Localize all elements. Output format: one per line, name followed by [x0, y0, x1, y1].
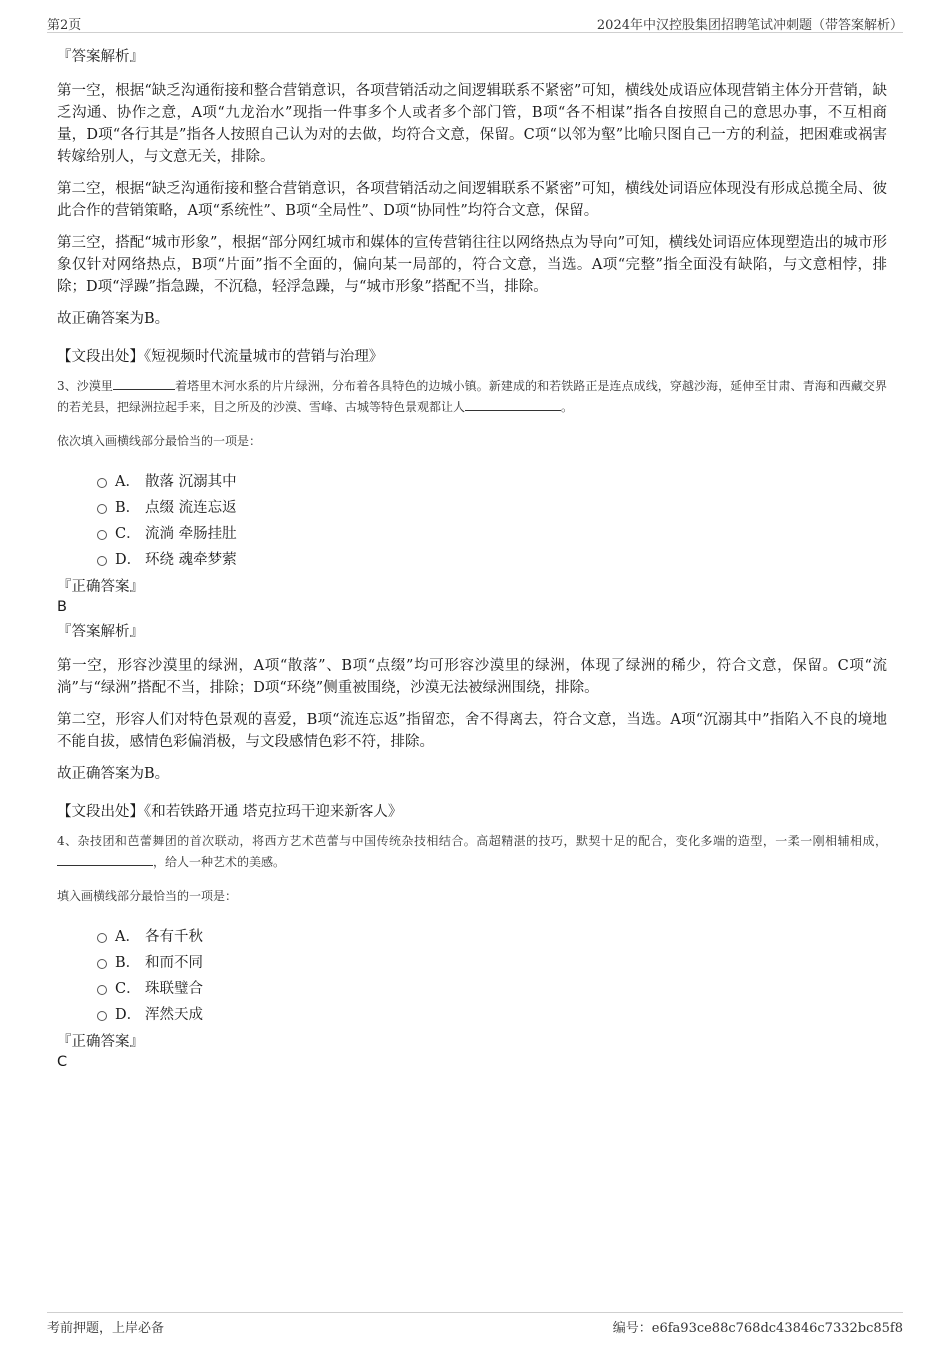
option-c[interactable] [97, 519, 887, 545]
option-a[interactable] [97, 467, 887, 493]
option-letter: B． [115, 954, 141, 971]
question-stem [57, 831, 887, 873]
radio-button[interactable] [97, 504, 107, 514]
question-2-analysis [57, 46, 887, 368]
fill-blank [465, 397, 561, 411]
option-text: 流淌 牵肠挂肚 [145, 525, 237, 542]
option-text: 环绕 魂牵梦萦 [145, 551, 237, 568]
page-footer [47, 1312, 903, 1337]
option-a[interactable] [97, 922, 887, 948]
analysis-paragraph: 第二空，根据“缺乏沟通衔接和整合营销意识，各项营销活动之间逻辑联系不紧密”可知，横线处词语应体现没有形成总揽全局、彼此合作的营销策略，A项“系统性”、B项“全局性”、D项“协同性”均符合文意，保留。 [57, 181, 887, 219]
conclusion: 故正确答案为B。 [57, 766, 170, 782]
option-text: 各有千秋 [145, 928, 203, 945]
source-citation: 【文段出处】《短视频时代流量城市的营销与治理》 [57, 349, 384, 365]
radio-button[interactable] [97, 556, 107, 566]
conclusion: 故正确答案为B。 [57, 311, 170, 327]
option-b[interactable] [97, 493, 887, 519]
option-letter: A． [115, 473, 140, 490]
analysis-paragraph: 第三空，搭配“城市形象”，根据“部分网红城市和媒体的宣传营销往往以网络热点为导向”可知，横线处词语应体现塑造出的城市形象仅针对网络热点，B项“片面”指不全面的，偏向某一局部的，符合文意，当选。A项“完整”指全面没有缺陷，与文意相悖，排除；D项“浮躁”指急躁，不沉稳，轻浮急躁，与“城市形象”搭配不当，排除。 [57, 235, 887, 295]
option-letter: C． [115, 525, 141, 542]
option-d[interactable] [97, 545, 887, 571]
radio-button[interactable] [97, 1011, 107, 1021]
analysis-heading: 『答案解析』 [57, 49, 144, 65]
radio-button[interactable] [97, 530, 107, 540]
option-text: 散落 沉溺其中 [145, 473, 237, 490]
option-list [97, 467, 887, 571]
analysis-paragraph: 第二空，形容人们对特色景观的喜爱，B项“流连忘返”指留恋，舍不得离去，符合文意，当选。A项“沉溺其中”指陷入不良的境地不能自拔，感情色彩偏消极，与文段感情色彩不符，排除。 [57, 712, 887, 750]
footer-slogan: 考前押题，上岸必备 [47, 1321, 165, 1336]
question-3 [57, 376, 887, 823]
stem-text: ，给人一种艺术的美感。 [153, 855, 286, 869]
option-text: 珠联璧合 [145, 980, 203, 997]
radio-button[interactable] [97, 985, 107, 995]
radio-button[interactable] [97, 933, 107, 943]
stem-text: 3、沙漠里 [57, 379, 113, 393]
option-list [97, 922, 887, 1026]
option-text: 浑然天成 [145, 1006, 203, 1023]
option-b[interactable] [97, 948, 887, 974]
option-text: 和而不同 [145, 954, 203, 971]
radio-button[interactable] [97, 959, 107, 969]
option-letter: D． [115, 551, 142, 568]
option-c[interactable] [97, 974, 887, 1000]
stem-text: 4、杂技团和芭蕾舞团的首次联动，将西方艺术芭蕾与中国传统杂技相结合。高超精湛的技巧，默契十足的配合，变化多端的造型，一柔一刚相辅相成， [57, 834, 887, 848]
stem-text: 。 [561, 400, 574, 414]
question-prompt: 填入画横线部分最恰当的一项是： [57, 889, 238, 903]
radio-button[interactable] [97, 478, 107, 488]
fill-blank [57, 852, 153, 866]
option-letter: D． [115, 1006, 142, 1023]
source-citation: 【文段出处】《和若铁路开通 塔克拉玛干迎来新客人》 [57, 804, 403, 820]
answer-value: B [57, 599, 67, 615]
analysis-paragraph: 第一空，根据“缺乏沟通衔接和整合营销意识，各项营销活动之间逻辑联系不紧密”可知，横线处成语应体现营销主体分开营销，缺乏沟通、协作之意，A项“九龙治水”现指一件事多个人或者多个部门管，B项“各不相谋”指各自按照自己的意思办事，不互相商量，D项“各行其是”指各人按照自己认为对的去做，均符合文意，保留。C项“以邻为壑”比喻只图自己一方的利益，把困难或祸害转嫁给别人，与文意无关，排除。 [57, 83, 887, 165]
page-content [57, 46, 887, 1076]
document-id: 编号：e6fa93ce88c768dc43846c7332bc85f8 [612, 1321, 903, 1336]
question-prompt: 依次填入画横线部分最恰当的一项是： [57, 434, 262, 448]
option-text: 点缀 流连忘返 [145, 499, 237, 516]
option-letter: A． [115, 928, 140, 945]
option-d[interactable] [97, 1000, 887, 1026]
question-stem [57, 376, 887, 418]
option-letter: C． [115, 980, 141, 997]
option-letter: B． [115, 499, 141, 516]
answer-heading: 『正确答案』 [57, 579, 144, 595]
answer-heading: 『正确答案』 [57, 1034, 144, 1050]
answer-value: C [57, 1054, 68, 1070]
question-4 [57, 831, 887, 1072]
document-title: 2024年中汉控股集团招聘笔试冲刺题（带答案解析） [596, 18, 903, 33]
fill-blank [113, 376, 175, 390]
page-header [47, 12, 903, 33]
analysis-paragraph: 第一空，形容沙漠里的绿洲，A项“散落”、B项“点缀”均可形容沙漠里的绿洲，体现了绿洲的稀少，符合文意，保留。C项“流淌”与“绿洲”搭配不当，排除；D项“环绕”侧重被围绕，沙漠无法被绿洲围绕，排除。 [57, 658, 887, 696]
page-number: 第2页 [47, 18, 82, 33]
analysis-heading: 『答案解析』 [57, 624, 144, 640]
stem-text: 着塔里木河水系的片片绿洲，分布着各具特色的边城小镇。新建成的和若铁路正是连点成线，穿越沙海，延伸至甘肃、青海和西藏交界的若羌县，把绿洲拉起手来，目之所及的沙漠、雪峰、古城等特色景观都让人 [57, 379, 887, 414]
